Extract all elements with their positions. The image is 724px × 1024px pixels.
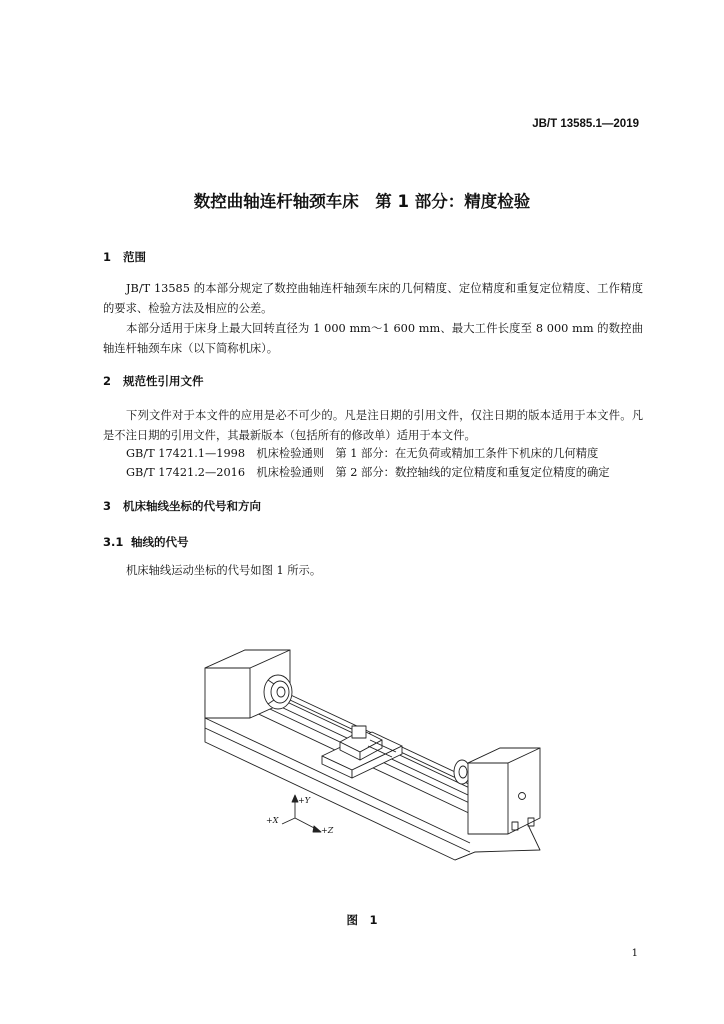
section-title: 轴线的代号 — [131, 535, 189, 549]
section-number: 3.1 — [103, 535, 124, 549]
axis-label-y: +Y — [298, 796, 310, 805]
page-title: 数控曲轴连杆轴颈车床 第 1 部分：精度检验 — [193, 192, 531, 211]
axis-label-z: +Z — [321, 826, 334, 835]
axis-label-x: +X — [266, 816, 279, 825]
page-number: 1 — [631, 948, 638, 959]
section-2-paragraph-1: 下列文件对于本文件的应用是必不可少的。凡是注日期的引用文件，仅注日期的版本适用于本文件。凡是不注日期的引用文件，其最新版本（包括所有的修改单）适用于本文件。 — [103, 409, 643, 442]
section-number: 3 — [103, 499, 112, 513]
reference-item: GB/T 17421.1—1998 机床检验通则 第 1 部分：在无负荷或精加工条件下机床的几何精度 — [126, 447, 599, 460]
section-title: 机床轴线坐标的代号和方向 — [123, 499, 261, 513]
chuck — [264, 675, 292, 709]
x-axis-arrow — [282, 818, 295, 824]
section-number: 2 — [103, 374, 112, 388]
section-number: 1 — [103, 250, 112, 264]
section-3-1-paragraph: 机床轴线运动坐标的代号如图 1 所示。 — [126, 564, 322, 577]
document-number: JB/T 13585.1—2019 — [532, 118, 639, 130]
section-title: 范围 — [123, 250, 146, 264]
reference-item: GB/T 17421.2—2016 机床检验通则 第 2 部分：数控轴线的定位精度和重复定位精度的确定 — [126, 466, 610, 479]
tailstock — [468, 748, 540, 834]
section-1-paragraph-2: 本部分适用于床身上最大回转直径为 1 000 mm～1 600 mm、最大工件长度至 8 000 mm 的数控曲轴连杆轴颈车床（以下简称机床）。 — [103, 322, 643, 355]
figure-caption: 图 1 — [346, 913, 378, 927]
section-1-paragraph-1: JB/T 13585 的本部分规定了数控曲轴连杆轴颈车床的几何精度、定位精度和重复定位精度、工作精度的要求、检验方法及相应的公差。 — [103, 282, 643, 315]
section-title: 规范性引用文件 — [123, 374, 204, 388]
